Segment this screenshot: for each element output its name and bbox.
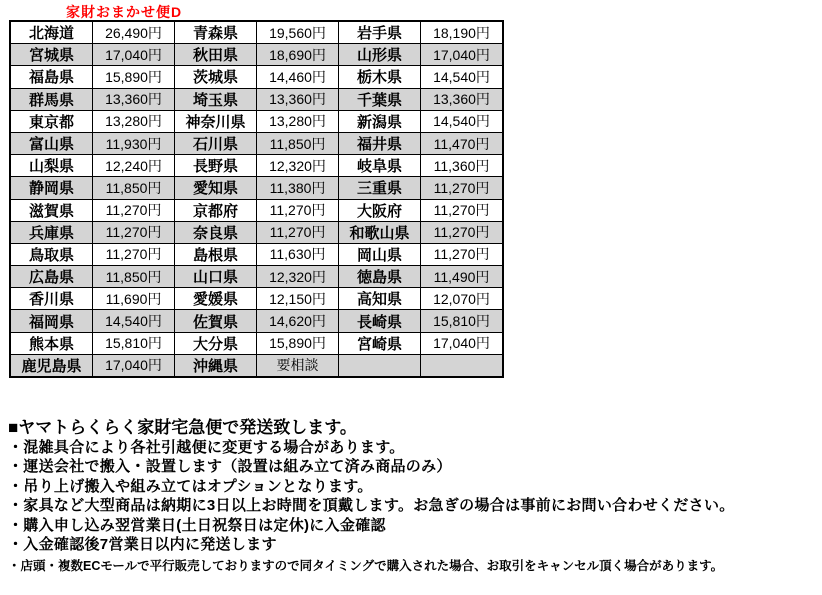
table-row <box>10 155 503 177</box>
price-cell: 11,270円 <box>421 221 504 243</box>
price-cell: 12,150円 <box>257 288 339 310</box>
prefecture-cell: 鳥取県 <box>10 243 93 265</box>
prefecture-cell: 宮城県 <box>10 44 93 66</box>
price-cell: 11,690円 <box>93 288 175 310</box>
table-row <box>10 221 503 243</box>
price-cell: 13,280円 <box>257 110 339 132</box>
price-cell: 15,890円 <box>257 332 339 354</box>
prefecture-cell: 香川県 <box>10 288 93 310</box>
prefecture-cell: 愛知県 <box>175 177 257 199</box>
price-cell: 12,070円 <box>421 288 504 310</box>
prefecture-cell: 島根県 <box>175 243 257 265</box>
price-cell: 11,270円 <box>93 221 175 243</box>
prefecture-cell: 大分県 <box>175 332 257 354</box>
price-cell: 13,280円 <box>93 110 175 132</box>
price-cell <box>421 354 504 377</box>
prefecture-cell: 徳島県 <box>339 266 421 288</box>
price-cell: 14,540円 <box>421 66 504 88</box>
prefecture-cell: 京都府 <box>175 199 257 221</box>
price-cell: 11,380円 <box>257 177 339 199</box>
price-cell: 15,890円 <box>93 66 175 88</box>
prefecture-cell: 茨城県 <box>175 66 257 88</box>
price-cell: 11,270円 <box>421 177 504 199</box>
prefecture-cell: 岩手県 <box>339 21 421 44</box>
price-cell: 17,040円 <box>421 332 504 354</box>
note-item: ・吊り上げ搬入や組み立てはオプションとなります。 <box>8 477 373 495</box>
price-cell: 18,190円 <box>421 21 504 44</box>
table-row <box>10 288 503 310</box>
prefecture-cell: 熊本県 <box>10 332 93 354</box>
prefecture-cell: 三重県 <box>339 177 421 199</box>
table-row <box>10 66 503 88</box>
prefecture-cell: 神奈川県 <box>175 110 257 132</box>
table-row <box>10 44 503 66</box>
price-cell: 12,320円 <box>257 155 339 177</box>
prefecture-cell: 鹿児島県 <box>10 354 93 377</box>
price-cell: 12,320円 <box>257 266 339 288</box>
prefecture-cell: 青森県 <box>175 21 257 44</box>
price-cell: 15,810円 <box>421 310 504 332</box>
price-cell: 11,270円 <box>93 199 175 221</box>
prefecture-cell: 栃木県 <box>339 66 421 88</box>
prefecture-cell: 秋田県 <box>175 44 257 66</box>
table-row <box>10 310 503 332</box>
prefecture-cell: 東京都 <box>10 110 93 132</box>
note-item: ・混雑具合により各社引越便に変更する場合があります。 <box>8 439 405 456</box>
prefecture-cell: 広島県 <box>10 266 93 288</box>
table-row <box>10 266 503 288</box>
price-cell: 11,270円 <box>421 243 504 265</box>
price-cell: 14,540円 <box>421 110 504 132</box>
table-row <box>10 332 503 354</box>
price-cell: 11,270円 <box>257 199 339 221</box>
prefecture-cell: 山形県 <box>339 44 421 66</box>
price-cell: 14,460円 <box>257 66 339 88</box>
price-cell: 17,040円 <box>93 354 175 377</box>
prefecture-cell: 宮崎県 <box>339 332 421 354</box>
note-item: ・購入申し込み翌営業日(土日祝祭日は定休)に入金確認 <box>8 516 386 534</box>
price-cell: 26,490円 <box>93 21 175 44</box>
price-cell: 17,040円 <box>421 44 504 66</box>
price-cell: 13,360円 <box>257 88 339 110</box>
prefecture-cell: 山口県 <box>175 266 257 288</box>
prefecture-cell: 群馬県 <box>10 88 93 110</box>
prefecture-cell: 和歌山県 <box>339 221 421 243</box>
prefecture-cell: 北海道 <box>10 21 93 44</box>
prefecture-cell: 岡山県 <box>339 243 421 265</box>
prefecture-cell: 愛媛県 <box>175 288 257 310</box>
prefecture-cell: 新潟県 <box>339 110 421 132</box>
price-cell: 17,040円 <box>93 44 175 66</box>
prefecture-cell: 奈良県 <box>175 221 257 243</box>
table-row <box>10 243 503 265</box>
note-item: ・家具など大型商品は納期に3日以上お時間を頂戴します。お急ぎの場合は事前にお問い合わせください。 <box>8 497 735 515</box>
shipping-fee-table <box>9 20 504 378</box>
notes-list <box>8 438 735 554</box>
price-cell: 19,560円 <box>257 21 339 44</box>
note-item: ・運送会社で搬入・設置します（設置は組み立て済み商品のみ） <box>8 458 452 476</box>
price-cell: 11,850円 <box>257 132 339 154</box>
prefecture-cell: 福岡県 <box>10 310 93 332</box>
prefecture-cell: 滋賀県 <box>10 199 93 221</box>
table-row <box>10 177 503 199</box>
price-cell: 15,810円 <box>93 332 175 354</box>
prefecture-cell: 長野県 <box>175 155 257 177</box>
price-cell: 11,270円 <box>93 243 175 265</box>
prefecture-cell: 富山県 <box>10 132 93 154</box>
price-cell: 14,620円 <box>257 310 339 332</box>
table-row <box>10 110 503 132</box>
prefecture-cell: 岐阜県 <box>339 155 421 177</box>
price-cell: 11,930円 <box>93 132 175 154</box>
prefecture-cell: 兵庫県 <box>10 221 93 243</box>
prefecture-cell: 福島県 <box>10 66 93 88</box>
price-cell: 11,270円 <box>257 221 339 243</box>
price-cell: 要相談 <box>257 354 339 377</box>
table-row <box>10 354 503 377</box>
table-row <box>10 21 503 44</box>
price-cell: 11,630円 <box>257 243 339 265</box>
table-row <box>10 88 503 110</box>
price-cell: 11,850円 <box>93 266 175 288</box>
price-cell: 11,270円 <box>421 199 504 221</box>
prefecture-cell: 埼玉県 <box>175 88 257 110</box>
cancellation-footnote: ・店頭・複数ECモールで平行販売しておりますので同タイミングで購入された場合、お取引をキャンセル頂く場合があります。 <box>8 559 724 573</box>
price-cell: 12,240円 <box>93 155 175 177</box>
price-cell: 18,690円 <box>257 44 339 66</box>
prefecture-cell: 福井県 <box>339 132 421 154</box>
prefecture-cell: 石川県 <box>175 132 257 154</box>
prefecture-cell: 静岡県 <box>10 177 93 199</box>
price-cell: 11,470円 <box>421 132 504 154</box>
prefecture-cell: 千葉県 <box>339 88 421 110</box>
prefecture-cell: 高知県 <box>339 288 421 310</box>
price-cell: 13,360円 <box>421 88 504 110</box>
note-item: ・入金確認後7営業日以内に発送します <box>8 536 277 554</box>
prefecture-cell: 沖縄県 <box>175 354 257 377</box>
shipping-fee-table-body <box>10 21 503 377</box>
prefecture-cell: 長崎県 <box>339 310 421 332</box>
prefecture-cell: 山梨県 <box>10 155 93 177</box>
prefecture-cell: 大阪府 <box>339 199 421 221</box>
shipping-notes-heading: ■ヤマトらくらく家財宅急便で発送致します。 <box>8 418 357 437</box>
table-row <box>10 132 503 154</box>
price-cell: 11,850円 <box>93 177 175 199</box>
prefecture-cell <box>339 354 421 377</box>
price-cell: 11,360円 <box>421 155 504 177</box>
price-cell: 14,540円 <box>93 310 175 332</box>
prefecture-cell: 佐賀県 <box>175 310 257 332</box>
price-cell: 13,360円 <box>93 88 175 110</box>
table-row <box>10 199 503 221</box>
page-title: 家財おまかせ便D <box>66 4 183 20</box>
price-cell: 11,490円 <box>421 266 504 288</box>
